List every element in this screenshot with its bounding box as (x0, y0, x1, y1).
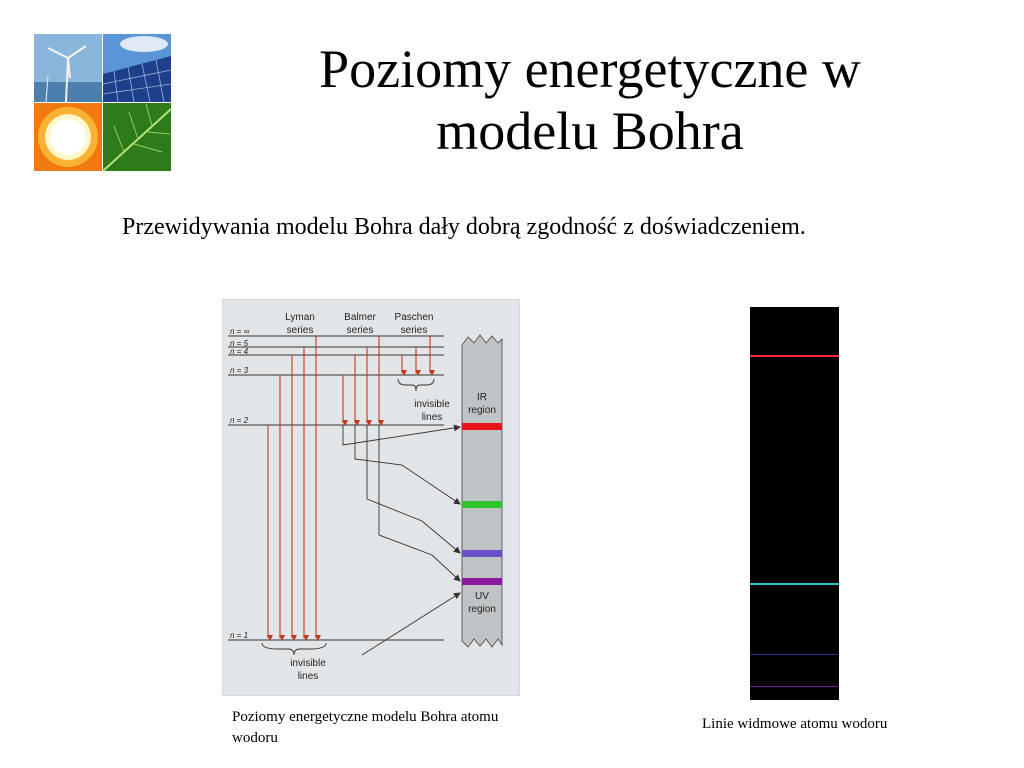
subtitle: Przewidywania modelu Bohra dały dobrą zgodność z doświadczeniem. (122, 214, 806, 240)
invisible-lines-label-top: invisible lines (414, 399, 450, 423)
leaf-icon (103, 103, 171, 171)
level-label-3: n = 3 (230, 366, 249, 375)
ir-region-label: IR region (468, 392, 496, 416)
bohr-energy-level-diagram (222, 299, 520, 696)
uv-region-label: UV region (468, 591, 496, 615)
level-label-inf: n = ∞ (230, 327, 250, 336)
logo (34, 34, 171, 171)
level-label-5: n = 5 (230, 339, 249, 348)
red-band (462, 423, 502, 430)
level-label-1: n = 1 (230, 631, 249, 640)
level-label-4: n = 4 (230, 347, 249, 356)
sun-icon (34, 103, 102, 171)
paschen-series-label: Paschen series (394, 312, 434, 336)
balmer-series-label: Balmer series (344, 312, 376, 336)
solar-panel-icon (103, 34, 171, 102)
wind-turbine-icon (34, 34, 102, 102)
spectral-line-red (750, 355, 839, 357)
spectral-line-violet (750, 686, 839, 687)
level-label-2: n = 2 (230, 416, 249, 425)
green-band (462, 501, 502, 508)
invisible-lines-label-bottom: invisible lines (290, 658, 326, 682)
lyman-series-label: Lyman series (285, 312, 315, 336)
diagram-caption: Poziomy energetyczne modelu Bohra atomu wodoru (232, 709, 499, 746)
violet-band (462, 578, 502, 585)
spectrum-caption: Linie widmowe atomu wodoru (702, 716, 888, 732)
blue-violet-band (462, 550, 502, 557)
hydrogen-emission-spectrum (750, 307, 839, 700)
page-title: Poziomy energetyczne w modelu Bohra (319, 39, 861, 161)
spectral-line-blue (750, 654, 839, 655)
spectral-line-cyan (750, 583, 839, 585)
